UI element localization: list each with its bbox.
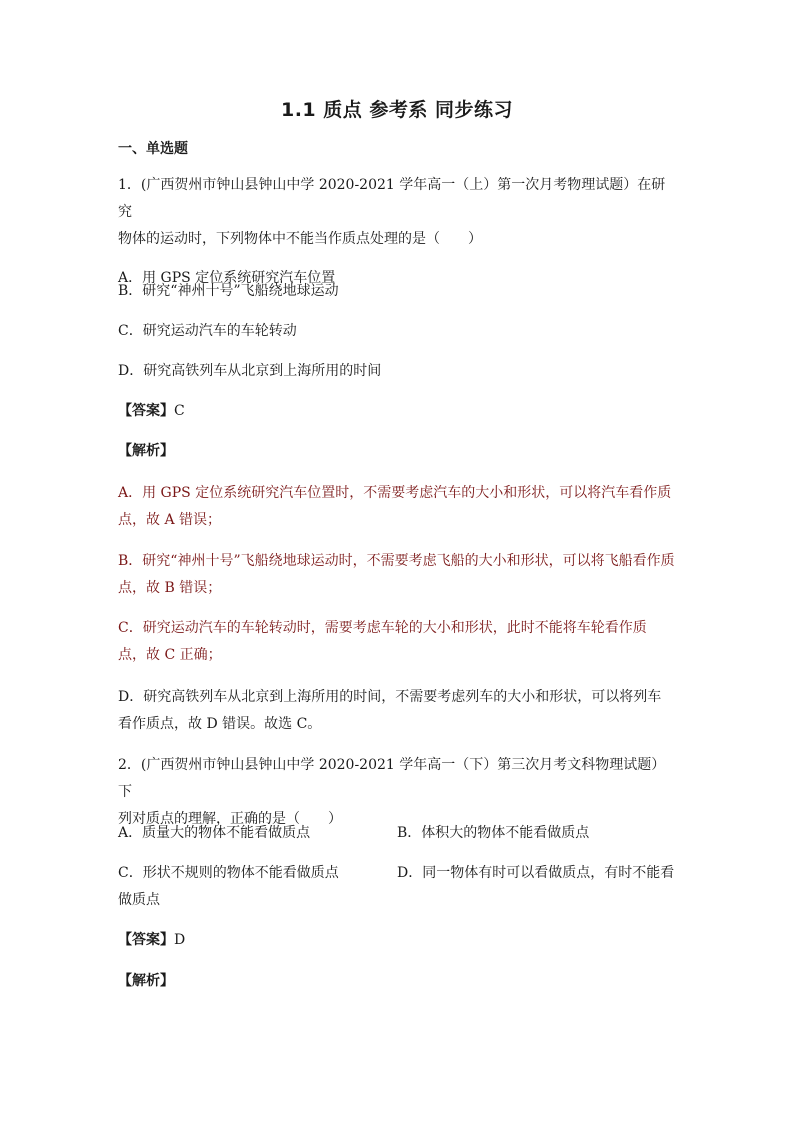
q1-explanation-c: C．研究运动汽车的车轮转动时，需要考虑车轮的大小和形状，此时不能将车轮看作质 点，故 C 正确；: [118, 620, 647, 663]
q2-analysis-label: 【解析】: [118, 973, 174, 989]
answer-label: 【答案】: [118, 932, 174, 948]
q2-option-d-line1: D．同一物体有时可以看做质点，有时不能看: [397, 865, 675, 881]
q1-option-a: A．用 GPS 定位系统研究汽车位置: [118, 270, 336, 286]
q2-option-b: B．体积大的物体不能看做质点: [397, 825, 590, 841]
q1-stem-line1: 1．(广西贺州市钟山县钟山中学 2020-2021 学年高一（上）第一次月考物理试题）在研究: [118, 177, 666, 220]
q2-answer: [118, 927, 678, 954]
q2-stem-line1: 2．(广西贺州市钟山县钟山中学 2020-2021 学年高一（下）第三次月考文科物理试题）下: [118, 757, 666, 800]
answer-label: 【答案】: [118, 403, 174, 419]
q2-option-c: C．形状不规则的物体不能看做质点: [118, 865, 339, 881]
q2-stem-line2: 列对质点的理解，正确的是（ ）: [118, 811, 342, 827]
answer-value: C: [174, 403, 185, 419]
q2-option-a: A．质量大的物体不能看做质点: [118, 825, 311, 841]
answer-value: D: [174, 932, 186, 948]
q1-explanation-a: A．用 GPS 定位系统研究汽车位置时，不需要考虑汽车的大小和形状，可以将汽车看作质 点，故 A 错误；: [118, 485, 672, 528]
q1-answer: [118, 398, 678, 425]
q1-option-b: B．研究“神州十号”飞船绕地球运动: [118, 283, 339, 299]
q1-stem: [118, 172, 678, 253]
q2-option-d-line2: 做质点: [118, 892, 160, 908]
q1-option-d: D．研究高铁列车从北京到上海所用的时间: [118, 363, 382, 379]
section-heading: 一、单选题: [118, 141, 188, 157]
q1-option-c: C．研究运动汽车的车轮转动: [118, 323, 297, 339]
page-title: 1.1 质点 参考系 同步练习: [280, 99, 513, 121]
q1-stem-line2: 物体的运动时，下列物体中不能当作质点处理的是（ ）: [118, 231, 482, 247]
q1-explanation-b: B．研究“神州十号”飞船绕地球运动时，不需要考虑飞船的大小和形状，可以将飞船看作质 点，故 B 错误；: [118, 553, 675, 596]
q1-explanation-d: D．研究高铁列车从北京到上海所用的时间，不需要考虑列车的大小和形状，可以将列车 看作质点，故 D 错误。故选 C。: [118, 689, 662, 732]
q1-analysis-label: 【解析】: [118, 443, 174, 459]
